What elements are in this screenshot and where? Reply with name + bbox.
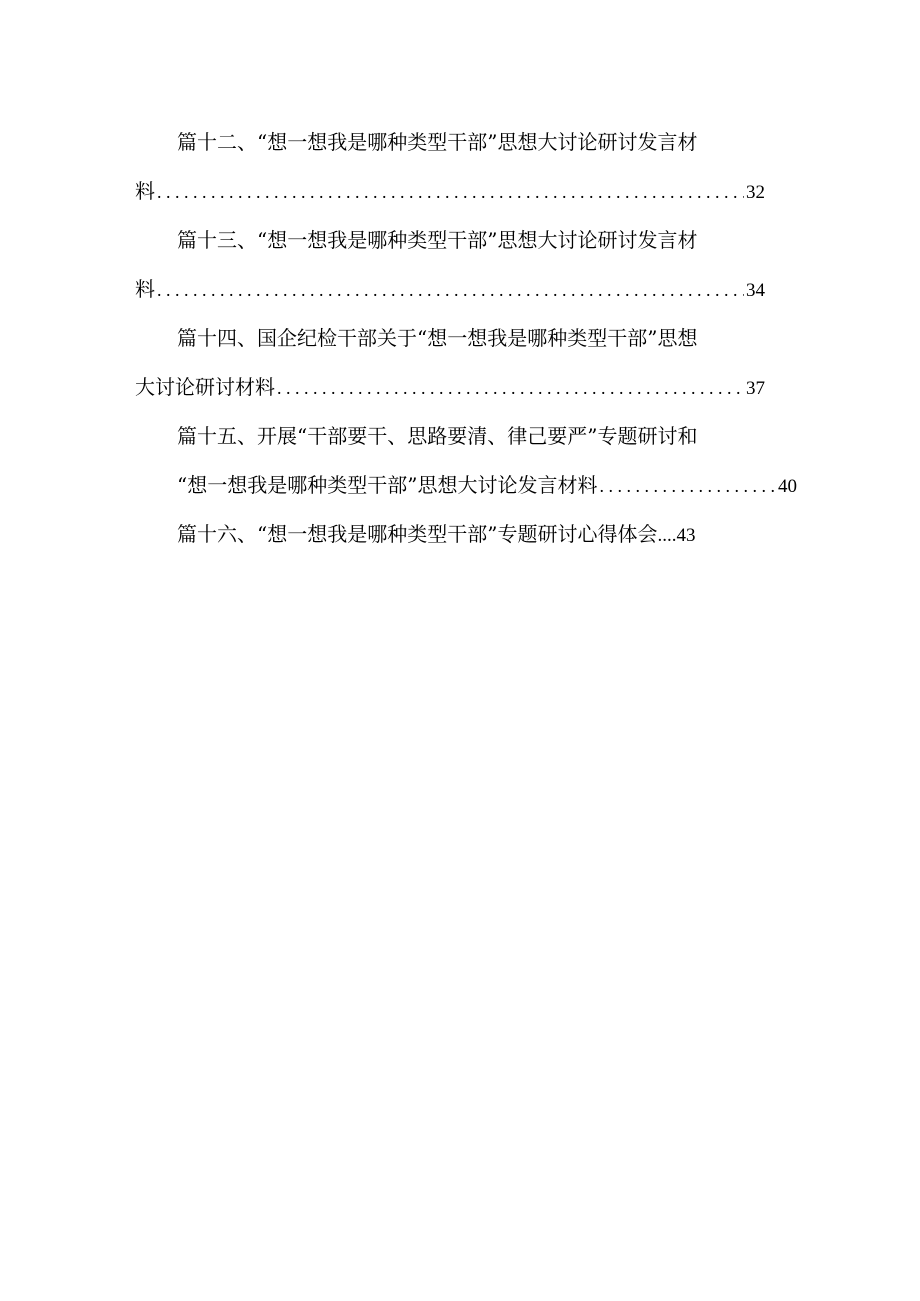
- toc-entry-continuation: [135, 167, 765, 216]
- toc-entry-14[interactable]: [135, 314, 765, 412]
- toc-page-number: 32: [746, 182, 765, 203]
- toc-entry-title-end: 料: [135, 179, 155, 203]
- toc-entry-title-end: 料: [135, 277, 155, 301]
- toc-entry-12[interactable]: [135, 118, 765, 216]
- dot-leader: [157, 168, 744, 217]
- toc-entry-title: 篇十六、“想一想我是哪种类型干部”专题研讨心得体会: [177, 522, 658, 546]
- toc-page-number: 43: [676, 525, 696, 546]
- dot-leader: [157, 266, 744, 315]
- toc-entry-13[interactable]: [135, 216, 765, 314]
- toc-entry-16[interactable]: [135, 510, 765, 559]
- toc-entry-15[interactable]: [135, 412, 797, 510]
- toc-entry-title: 篇十三、“想一想我是哪种类型干部”思想大讨论研讨发言材: [177, 228, 698, 252]
- toc-page-number: 34: [746, 280, 765, 301]
- toc-entry-continuation: [135, 461, 797, 510]
- table-of-contents: [135, 118, 797, 559]
- toc-page-number: 37: [746, 378, 765, 399]
- toc-entry-title-end: 大讨论研讨材料: [135, 375, 275, 399]
- toc-entry-title-line: [135, 510, 765, 559]
- toc-entry-title: 篇十四、国企纪检干部关于“想一想我是哪种类型干部”思想: [177, 326, 698, 350]
- dot-leader: [277, 364, 744, 413]
- toc-page-number: 40: [778, 476, 797, 497]
- dot-leader: ....: [657, 525, 677, 546]
- toc-entry-title: 篇十二、“想一想我是哪种类型干部”思想大讨论研讨发言材: [177, 130, 698, 154]
- toc-entry-title: 篇十五、开展“干部要干、思路要清、律己要严”专题研讨和: [177, 424, 698, 448]
- dot-leader: [599, 462, 776, 511]
- toc-entry-title-end: “想一想我是哪种类型干部”思想大讨论发言材料: [177, 473, 598, 497]
- toc-entry-continuation: [135, 363, 765, 412]
- toc-entry-continuation: [135, 265, 765, 314]
